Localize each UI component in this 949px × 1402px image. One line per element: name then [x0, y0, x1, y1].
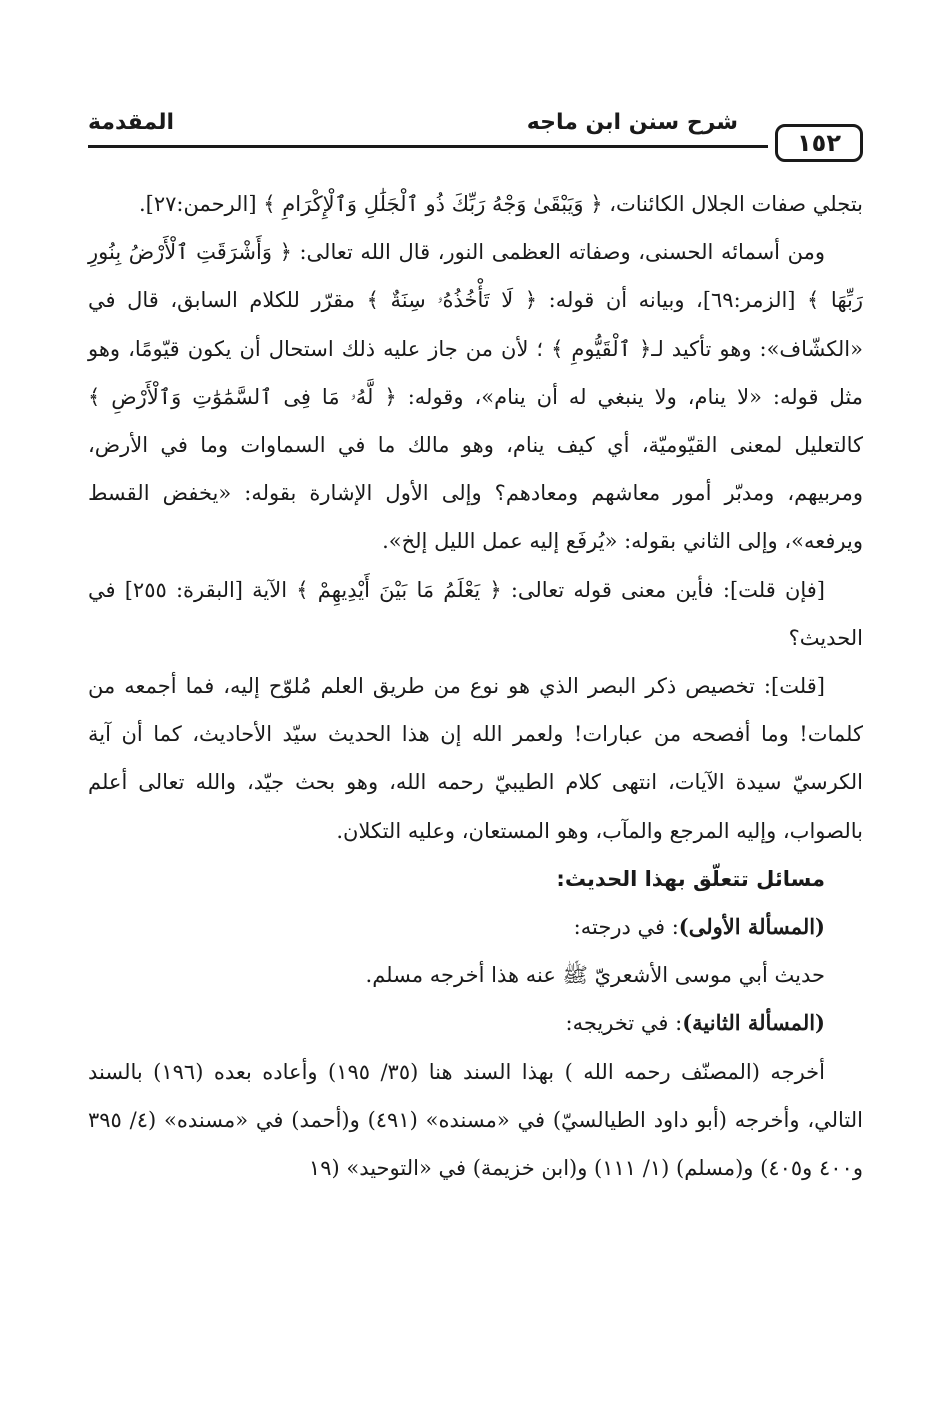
issue-label-2: (المسألة الثانية): [682, 1010, 825, 1036]
book-title: شرح سنن ابن ماجه: [526, 110, 738, 135]
paragraph-8: [88, 999, 863, 1047]
paragraph-4: [قلت]: تخصيص ذكر البصر الذي هو نوع من طريق العلم مُلوّح إليه، فما أجمعه من كلمات! وما أفصحه من عبارات! ولعمر الله إن هذا الحديث سيّد الأحاديث، كما أن آية الكرسيّ سيدة الآيات، انتهى كلام الطيبيّ رحمه الله، وهو بحث جيّد، والله تعالى أعلم بالصواب، وإليه المرجع والمآب، وهو المستعان، وعليه التكلان.: [88, 674, 863, 843]
issue-text-2: : في تخريجه:: [565, 1011, 683, 1036]
paragraph-2: ومن أسمائه الحسنى، وصفاته العظمى النور، قال الله تعالى: ﴿ وَأَشْرَقَتِ ٱلْأَرْضُ بِنُورِ رَبِّهَا ﴾ [الزمر:٦٩]، وبيانه أن قوله: ﴿ لَا تَأْخُذُهُۥ سِنَةٌ ﴾ مقرّر للكلام السابق، قال في «الكشّاف»: وهو تأكيد لـ﴿ ٱلْقَيُّومِ ﴾ ؛ لأن من جاز عليه ذلك استحال أن يكون قيّومًا، وهو مثل قوله: «لا ينام، ولا ينبغي له أن ينام»، وقوله: ﴿ لَّهُۥ مَا فِى ٱلسَّمَٰوَٰتِ وَٱلْأَرْضِ ﴾ كالتعليل لمعنى القيّوميّة، أي كيف ينام، وهو مالك ما في السماوات وما في الأرض، ومربيهم، ومدبّر أمور معاشهم ومعادهم؟ وإلى الأول الإشارة بقوله: «يخفض القسط ويرفعه»، وإلى الثاني بقوله: «يُرفَع إليه عمل الليل إلخ».: [88, 240, 863, 554]
issue-label-1: (المسألة الأولى): [678, 914, 825, 940]
issue-text-1: : في درجته:: [573, 915, 679, 940]
page-header: [88, 100, 863, 157]
section-title: المقدمة: [88, 110, 175, 135]
body-text: [88, 180, 863, 1192]
header-rule: [88, 145, 768, 148]
paragraph-3: [فإن قلت]: فأين معنى قوله تعالى: ﴿ يَعْلَمُ مَا بَيْنَ أَيْدِيهِمْ ﴾ الآية [البقرة: ٢٥٥] في الحديث؟: [88, 577, 863, 650]
page-number: ١٥٢: [775, 124, 863, 162]
paragraph-9: أخرجه (المصنّف رحمه الله ) بهذا السند هنا (٣٥/ ١٩٥) وأعاده بعده (١٩٦) بالسند التالي، وأخرجه (أبو داود الطيالسيّ) في «مسنده» (٤٩١) و(أحمد) في «مسنده» (٤/ ٣٩٥ و٤٠٠ و٤٠٥) و(مسلم) (١/ ١١١) و(ابن خزيمة) في «التوحيد» (١٩: [88, 1059, 863, 1181]
paragraph-1: بتجلي صفات الجلال الكائنات، ﴿ وَيَبْقَىٰ وَجْهُ رَبِّكَ ذُو ٱلْجَلَٰلِ وَٱلْإِكْرَامِ ﴾ [الرحمن:٢٧].: [138, 192, 863, 216]
paragraph-7: حديث أبي موسى الأشعريّ ﷺ عنه هذا أخرجه مسلم.: [365, 963, 825, 988]
paragraph-6: [88, 903, 863, 951]
section-heading: مسائل تتعلّق بهذا الحديث:: [556, 866, 825, 891]
